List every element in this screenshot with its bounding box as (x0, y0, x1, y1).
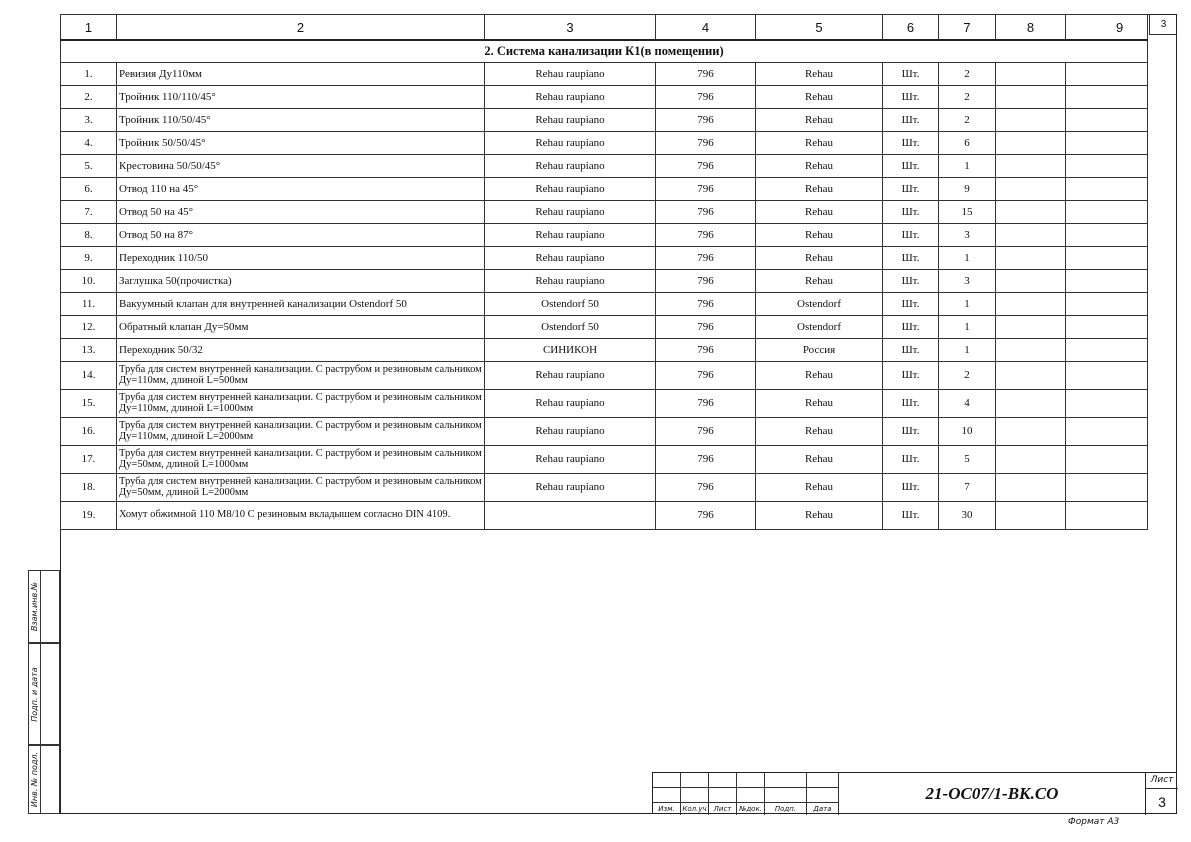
column-header: 4 (656, 15, 756, 41)
cell-n: 7. (61, 201, 117, 224)
specification-table (60, 14, 1148, 530)
cell-empty (1066, 86, 1148, 109)
cell-unit: Шт. (883, 63, 939, 86)
cell-name: Труба для систем внутренней канализации. С раструбом и резиновым сальником Ду=110мм, длиной L=1000мм (117, 390, 485, 418)
cell-unit: Шт. (883, 474, 939, 502)
cell-maker: Rehau (756, 474, 883, 502)
cell-name: Вакуумный клапан для внутренней канализации Ostendorf 50 (117, 293, 485, 316)
format-label: Формат А3 (1068, 817, 1120, 827)
table-row (61, 474, 1148, 502)
cell-name: Труба для систем внутренней канализации. С раструбом и резиновым сальником Ду=50мм, длиной L=2000мм (117, 474, 485, 502)
cell-name: Труба для систем внутренней канализации. С раструбом и резиновым сальником Ду=50мм, длиной L=1000мм (117, 446, 485, 474)
cell-unit: Шт. (883, 502, 939, 530)
cell-name: Отвод 50 на 87° (117, 224, 485, 247)
cell-qty: 4 (939, 390, 996, 418)
cell-type: СИНИКОН (485, 339, 656, 362)
cell-empty (1066, 446, 1148, 474)
title-block-label: Подп. (765, 803, 807, 815)
section-title-row (61, 40, 1148, 63)
cell-maker: Rehau (756, 224, 883, 247)
cell-empty (996, 86, 1066, 109)
cell-empty (1066, 155, 1148, 178)
cell-unit: Шт. (883, 201, 939, 224)
cell-maker: Rehau (756, 132, 883, 155)
cell-maker: Россия (756, 339, 883, 362)
cell-type: Rehau raupiano (485, 201, 656, 224)
cell-maker: Rehau (756, 418, 883, 446)
title-block-label: Изм. (653, 803, 681, 815)
cell-code: 796 (656, 132, 756, 155)
cell-qty: 10 (939, 418, 996, 446)
cell-code: 796 (656, 63, 756, 86)
column-header: 3 (485, 15, 656, 41)
cell-qty: 3 (939, 224, 996, 247)
table-row (61, 155, 1148, 178)
cell-type: Rehau raupiano (485, 446, 656, 474)
cell-qty: 1 (939, 155, 996, 178)
cell-empty (1066, 201, 1148, 224)
cell-code: 796 (656, 390, 756, 418)
table-row (61, 339, 1148, 362)
cell-empty (996, 446, 1066, 474)
title-block-grid (653, 773, 839, 814)
cell-unit: Шт. (883, 316, 939, 339)
cell-type: Rehau raupiano (485, 155, 656, 178)
cell-empty (996, 316, 1066, 339)
cell-empty (1066, 339, 1148, 362)
cell-unit: Шт. (883, 224, 939, 247)
cell-qty: 3 (939, 270, 996, 293)
title-block-label: Лист (709, 803, 737, 815)
cell-unit: Шт. (883, 293, 939, 316)
cell-type: Rehau raupiano (485, 270, 656, 293)
title-block-cell (681, 788, 709, 803)
cell-empty (1066, 390, 1148, 418)
cell-maker: Rehau (756, 446, 883, 474)
cell-maker: Rehau (756, 178, 883, 201)
cell-empty (996, 293, 1066, 316)
cell-empty (996, 270, 1066, 293)
column-header: 8 (996, 15, 1066, 41)
cell-empty (996, 178, 1066, 201)
cell-qty: 15 (939, 201, 996, 224)
cell-type: Rehau raupiano (485, 390, 656, 418)
cell-n: 11. (61, 293, 117, 316)
cell-qty: 1 (939, 247, 996, 270)
table-row (61, 316, 1148, 339)
title-block-cell (653, 773, 681, 788)
cell-type: Rehau raupiano (485, 109, 656, 132)
cell-empty (996, 502, 1066, 530)
cell-unit: Шт. (883, 270, 939, 293)
table-row (61, 109, 1148, 132)
cell-name: Тройник 110/110/45° (117, 86, 485, 109)
cell-type: Rehau raupiano (485, 132, 656, 155)
cell-code: 796 (656, 86, 756, 109)
cell-empty (1066, 247, 1148, 270)
table-row (61, 178, 1148, 201)
section-title: 2. Система канализации К1(в помещении) (61, 40, 1148, 63)
cell-qty: 7 (939, 474, 996, 502)
cell-empty (996, 339, 1066, 362)
title-block-cell (807, 773, 839, 788)
cell-code: 796 (656, 178, 756, 201)
table-row (61, 362, 1148, 390)
cell-n: 3. (61, 109, 117, 132)
cell-name: Переходник 50/32 (117, 339, 485, 362)
cell-type: Rehau raupiano (485, 86, 656, 109)
table-row (61, 201, 1148, 224)
cell-name: Хомут обжимной 110 М8/10 С резиновым вкладышем согласно DIN 4109. (117, 502, 485, 530)
stamp-signature-date (28, 643, 60, 745)
table-row (61, 293, 1148, 316)
cell-n: 4. (61, 132, 117, 155)
cell-unit: Шт. (883, 339, 939, 362)
cell-name: Обратный клапан Ду=50мм (117, 316, 485, 339)
cell-empty (1066, 362, 1148, 390)
stamp-replacement-inv (28, 570, 60, 643)
cell-code: 796 (656, 293, 756, 316)
cell-empty (1066, 474, 1148, 502)
table-row (61, 132, 1148, 155)
column-header: 5 (756, 15, 883, 41)
cell-code: 796 (656, 502, 756, 530)
table-row (61, 86, 1148, 109)
cell-n: 14. (61, 362, 117, 390)
cell-n: 1. (61, 63, 117, 86)
title-block-cell (709, 773, 737, 788)
cell-empty (1066, 502, 1148, 530)
cell-name: Тройник 50/50/45° (117, 132, 485, 155)
column-header: 9 (1066, 15, 1148, 41)
cell-maker: Rehau (756, 109, 883, 132)
title-block-label: Кол.уч (681, 803, 709, 815)
cell-type: Ostendorf 50 (485, 316, 656, 339)
cell-unit: Шт. (883, 178, 939, 201)
cell-maker: Rehau (756, 86, 883, 109)
cell-code: 796 (656, 155, 756, 178)
cell-unit: Шт. (883, 132, 939, 155)
cell-unit: Шт. (883, 247, 939, 270)
cell-unit: Шт. (883, 109, 939, 132)
cell-code: 796 (656, 247, 756, 270)
sheet-number: 3 (1158, 794, 1166, 810)
cell-n: 12. (61, 316, 117, 339)
cell-type: Rehau raupiano (485, 247, 656, 270)
cell-empty (1066, 178, 1148, 201)
cell-qty: 2 (939, 86, 996, 109)
cell-qty: 6 (939, 132, 996, 155)
title-block-cell (737, 773, 765, 788)
cell-type: Rehau raupiano (485, 474, 656, 502)
cell-name: Отвод 110 на 45° (117, 178, 485, 201)
cell-qty: 1 (939, 316, 996, 339)
cell-type: Rehau raupiano (485, 224, 656, 247)
cell-code: 796 (656, 224, 756, 247)
cell-type: Rehau raupiano (485, 63, 656, 86)
cell-empty (996, 155, 1066, 178)
corner-sheet-number: 3 (1149, 14, 1177, 35)
cell-n: 10. (61, 270, 117, 293)
cell-empty (996, 63, 1066, 86)
title-block-cell (765, 788, 807, 803)
column-header: 2 (117, 15, 485, 41)
table-row (61, 418, 1148, 446)
cell-code: 796 (656, 339, 756, 362)
title-block (652, 772, 1177, 814)
column-header: 6 (883, 15, 939, 41)
cell-n: 13. (61, 339, 117, 362)
cell-type (485, 502, 656, 530)
cell-n: 6. (61, 178, 117, 201)
cell-unit: Шт. (883, 390, 939, 418)
column-header: 1 (61, 15, 117, 41)
cell-n: 19. (61, 502, 117, 530)
cell-n: 5. (61, 155, 117, 178)
cell-code: 796 (656, 474, 756, 502)
cell-empty (996, 474, 1066, 502)
cell-unit: Шт. (883, 418, 939, 446)
cell-maker: Rehau (756, 270, 883, 293)
cell-name: Переходник 110/50 (117, 247, 485, 270)
cell-empty (1066, 224, 1148, 247)
title-block-cell (709, 788, 737, 803)
cell-qty: 2 (939, 63, 996, 86)
table-row (61, 63, 1148, 86)
cell-name: Ревизия Ду110мм (117, 63, 485, 86)
cell-empty (1066, 270, 1148, 293)
stamp-label: Инв. № подл. (30, 751, 40, 808)
cell-empty (1066, 109, 1148, 132)
cell-name: Труба для систем внутренней канализации. С раструбом и резиновым сальником Ду=110мм, длиной L=2000мм (117, 418, 485, 446)
cell-qty: 2 (939, 362, 996, 390)
cell-empty (1066, 293, 1148, 316)
cell-maker: Rehau (756, 502, 883, 530)
stamp-original-inv (28, 745, 60, 814)
cell-unit: Шт. (883, 362, 939, 390)
cell-unit: Шт. (883, 86, 939, 109)
cell-code: 796 (656, 418, 756, 446)
title-block-label: Дата (807, 803, 839, 815)
table-row (61, 270, 1148, 293)
cell-qty: 30 (939, 502, 996, 530)
title-block-cell (737, 788, 765, 803)
title-block-cell (765, 773, 807, 788)
cell-type: Rehau raupiano (485, 418, 656, 446)
cell-maker: Rehau (756, 390, 883, 418)
cell-empty (1066, 418, 1148, 446)
cell-unit: Шт. (883, 155, 939, 178)
cell-maker: Rehau (756, 362, 883, 390)
cell-empty (1066, 132, 1148, 155)
cell-qty: 1 (939, 339, 996, 362)
cell-n: 9. (61, 247, 117, 270)
cell-maker: Rehau (756, 155, 883, 178)
cell-type: Rehau raupiano (485, 178, 656, 201)
cell-qty: 1 (939, 293, 996, 316)
title-block-cell (681, 773, 709, 788)
cell-code: 796 (656, 446, 756, 474)
cell-empty (996, 247, 1066, 270)
cell-code: 796 (656, 362, 756, 390)
cell-type: Ostendorf 50 (485, 293, 656, 316)
cell-empty (996, 109, 1066, 132)
sheet-box (1146, 773, 1178, 815)
stamp-label: Взам.инв.№ (30, 581, 40, 632)
column-header-row (61, 15, 1148, 41)
cell-empty (1066, 316, 1148, 339)
cell-empty (996, 418, 1066, 446)
cell-n: 2. (61, 86, 117, 109)
cell-empty (996, 201, 1066, 224)
table-row (61, 390, 1148, 418)
cell-name: Крестовина 50/50/45° (117, 155, 485, 178)
cell-name: Тройник 110/50/45° (117, 109, 485, 132)
cell-qty: 2 (939, 109, 996, 132)
cell-maker: Rehau (756, 63, 883, 86)
cell-maker: Ostendorf (756, 293, 883, 316)
cell-name: Заглушка 50(прочистка) (117, 270, 485, 293)
cell-type: Rehau raupiano (485, 362, 656, 390)
table-row (61, 247, 1148, 270)
table-row (61, 502, 1148, 530)
document-code: 21-ОС07/1-ВК.СО (839, 773, 1146, 815)
title-block-label: №док. (737, 803, 765, 815)
cell-qty: 5 (939, 446, 996, 474)
cell-n: 17. (61, 446, 117, 474)
title-block-cell (807, 788, 839, 803)
cell-name: Отвод 50 на 45° (117, 201, 485, 224)
cell-unit: Шт. (883, 446, 939, 474)
stamp-label: Подп. и дата (30, 666, 39, 722)
title-block-cell (653, 788, 681, 803)
cell-maker: Ostendorf (756, 316, 883, 339)
cell-maker: Rehau (756, 247, 883, 270)
cell-n: 15. (61, 390, 117, 418)
cell-code: 796 (656, 270, 756, 293)
cell-n: 16. (61, 418, 117, 446)
column-header: 7 (939, 15, 996, 41)
sheet-label: Лист (1146, 773, 1178, 789)
cell-empty (996, 390, 1066, 418)
cell-qty: 9 (939, 178, 996, 201)
cell-empty (996, 224, 1066, 247)
cell-code: 796 (656, 201, 756, 224)
cell-empty (996, 362, 1066, 390)
table-row (61, 446, 1148, 474)
cell-code: 796 (656, 109, 756, 132)
cell-name: Труба для систем внутренней канализации. С раструбом и резиновым сальником Ду=110мм, длиной L=500мм (117, 362, 485, 390)
cell-empty (1066, 63, 1148, 86)
cell-n: 18. (61, 474, 117, 502)
cell-code: 796 (656, 316, 756, 339)
cell-n: 8. (61, 224, 117, 247)
table-row (61, 224, 1148, 247)
cell-empty (996, 132, 1066, 155)
cell-maker: Rehau (756, 201, 883, 224)
